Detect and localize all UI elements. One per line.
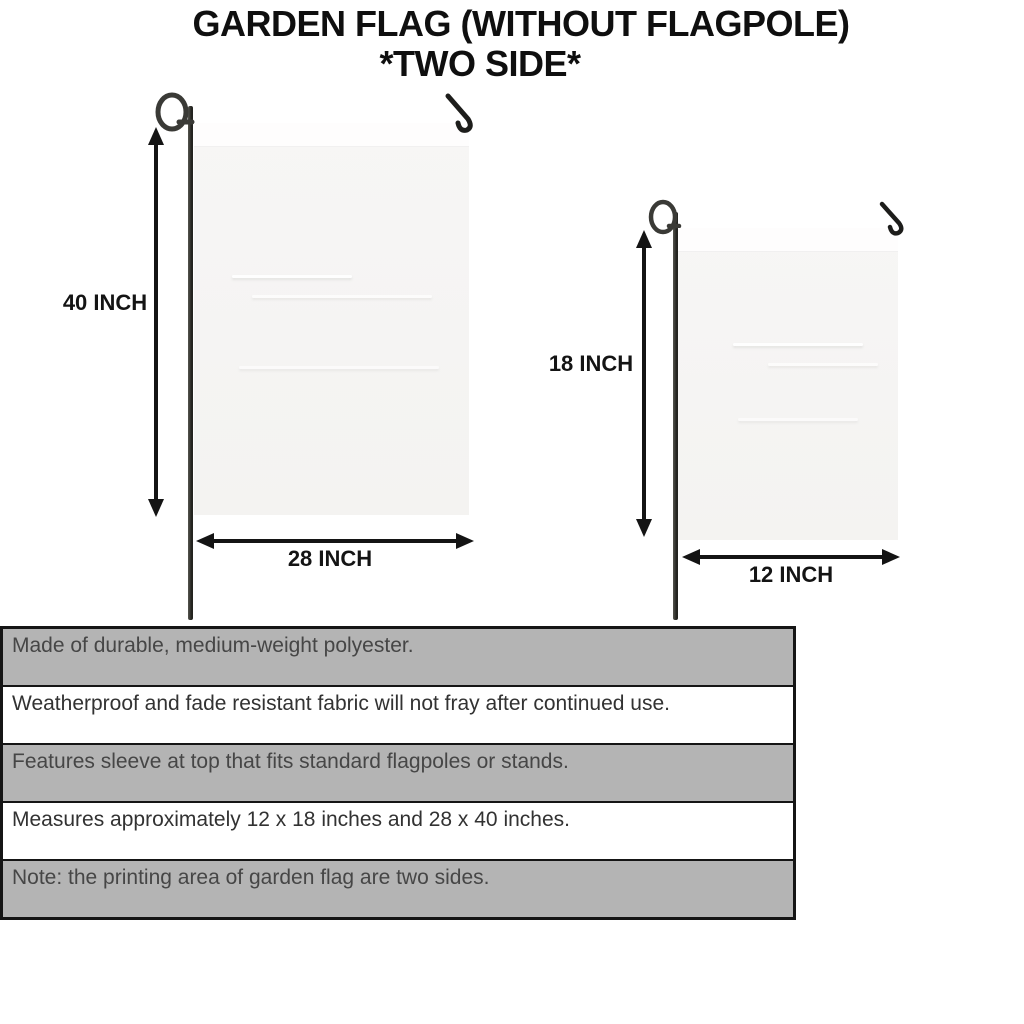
width-dimension-label: 28 INCH [287, 546, 373, 571]
fabric-wrinkle [733, 343, 863, 346]
spec-row-sleeve: Features sleeve at top that fits standard flagpoles or stands. [3, 743, 793, 801]
spec-row-note: Note: the printing area of garden flag are two sides. [3, 859, 793, 917]
flag-sleeve [678, 228, 898, 252]
title-line-1: GARDEN FLAG (WITHOUT FLAGPOLE) [192, 3, 850, 44]
spec-row-material: Made of durable, medium-weight polyester. [3, 629, 793, 685]
flag-panel [678, 228, 898, 540]
hook-icon [444, 92, 480, 136]
fabric-wrinkle [232, 275, 352, 278]
width-dimension-label: 12 INCH [748, 562, 834, 587]
page-title [0, 4, 1024, 84]
hook-icon [878, 200, 910, 240]
spec-row-measures: Measures approximately 12 x 18 inches and 28 x 40 inches. [3, 801, 793, 859]
title-line-2: *TWO SIDE* [379, 43, 581, 84]
spec-row-weatherproof: Weatherproof and fade resistant fabric will not fray after continued use. [3, 685, 793, 743]
fabric-wrinkle [239, 366, 439, 369]
height-dimension-arrow [635, 230, 653, 537]
height-dimension-label: 18 INCH [548, 351, 634, 376]
flag-sleeve [194, 123, 469, 147]
fabric-wrinkle [768, 363, 878, 366]
fabric-wrinkle [252, 295, 432, 298]
flag-pole [188, 106, 193, 620]
height-dimension-arrow [147, 127, 165, 517]
fabric-wrinkle [738, 418, 858, 421]
flag-panel [194, 123, 469, 515]
spec-table [0, 626, 796, 920]
height-dimension-label: 40 INCH [62, 290, 148, 315]
